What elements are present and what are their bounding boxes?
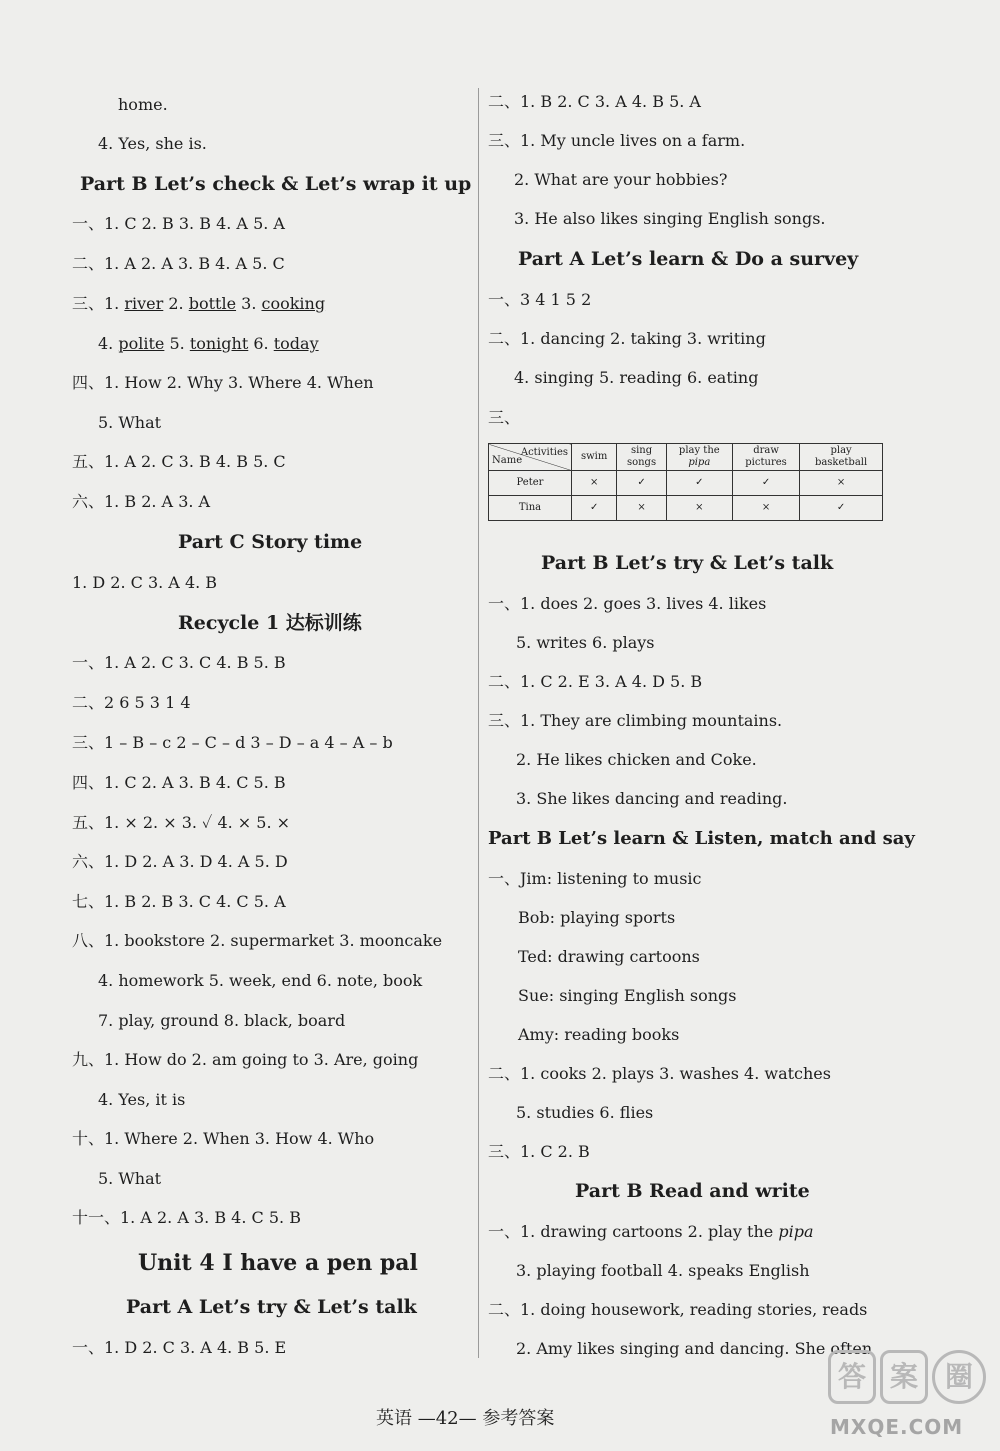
corner-cell: [489, 444, 572, 471]
answer-line: 5. studies 6. flies: [516, 1103, 654, 1122]
answer-line: 2. He likes chicken and Coke.: [516, 750, 757, 769]
answer-line: 5. writes 6. plays: [516, 633, 655, 652]
answer-line: 六、1. B 2. A 3. A: [72, 492, 211, 511]
answer-line: 4. singing 5. reading 6. eating: [514, 368, 759, 387]
section-heading: Part B Read and write: [575, 1180, 810, 1202]
prefix: 4.: [98, 334, 119, 353]
answer-line: 二、1. B 2. C 3. A 4. B 5. A: [488, 92, 701, 111]
row-name: Tina: [489, 496, 572, 521]
answer-line: 七、1. B 2. B 3. C 4. C 5. A: [72, 892, 286, 911]
table-cell: ✓: [617, 471, 666, 496]
answer-line: 三、1 – B – c 2 – C – d 3 – D – a 4 – A – b: [72, 733, 393, 752]
table-cell: ×: [732, 496, 799, 521]
table-header: play basketball: [800, 444, 883, 471]
answer-line: 五、1. A 2. C 3. B 4. B 5. C: [72, 452, 286, 471]
answer-line: 十、1. Where 2. When 3. How 4. Who: [72, 1129, 375, 1148]
underlined-word: cooking: [261, 294, 326, 313]
separator: 3.: [236, 294, 262, 313]
table-cell: ×: [800, 471, 883, 496]
answer-line: 5. What: [98, 1169, 162, 1188]
prefix: 三、1.: [72, 294, 125, 313]
answer-text: 一、1. drawing cartoons 2. play the: [488, 1222, 779, 1241]
answer-line: 六、1. D 2. A 3. D 4. A 5. D: [72, 852, 288, 871]
table-cell: ×: [572, 471, 617, 496]
watermark-text: MXQE.COM: [830, 1415, 964, 1439]
answer-line: 7. play, ground 8. black, board: [98, 1011, 346, 1030]
answer-line: [72, 294, 325, 314]
answer-line: Ted: drawing cartoons: [518, 947, 700, 966]
answer-line: 一、1. A 2. C 3. C 4. B 5. B: [72, 653, 286, 672]
answer-line: 4. homework 5. week, end 6. note, book: [98, 971, 423, 990]
watermark-char: 案: [880, 1350, 928, 1404]
table-cell: ×: [617, 496, 666, 521]
answer-line: Amy: reading books: [518, 1025, 680, 1044]
table-cell: ✓: [666, 471, 732, 496]
answer-line: 3. playing football 4. speaks English: [516, 1261, 810, 1280]
answer-line: [98, 334, 319, 354]
answer-line: 二、2 6 5 3 1 4: [72, 693, 191, 712]
row-name: Peter: [489, 471, 572, 496]
section-heading: Part B Let’s try & Let’s talk: [541, 552, 834, 574]
underlined-word: today: [273, 334, 319, 353]
answer-line: 二、1. dancing 2. taking 3. writing: [488, 329, 766, 348]
table-header: sing songs: [617, 444, 666, 471]
section-heading: Part B Let’s check & Let’s wrap it up: [80, 173, 472, 195]
answer-line: 3. She likes dancing and reading.: [516, 789, 788, 808]
answer-line: 四、1. How 2. Why 3. Where 4. When: [72, 373, 374, 392]
watermark-char: 答: [828, 1350, 876, 1404]
answer-line: 4. Yes, it is: [98, 1090, 186, 1109]
answer-line: 九、1. How do 2. am going to 3. Are, going: [72, 1050, 419, 1069]
table-row: [489, 471, 883, 496]
table-cell: ✓: [732, 471, 799, 496]
answer-line: 八、1. bookstore 2. supermarket 3. mooncake: [72, 931, 443, 950]
answer-line: 三、1. They are climbing mountains.: [488, 711, 783, 730]
section-heading: Part C Story time: [178, 531, 363, 553]
answer-line: Sue: singing English songs: [518, 986, 737, 1005]
answer-line: 1. D 2. C 3. A 4. B: [72, 573, 218, 592]
underlined-word: bottle: [188, 294, 237, 313]
answer-line: 3. He also likes singing English songs.: [514, 209, 826, 228]
watermark-logo: [820, 1345, 995, 1445]
answer-line: home.: [118, 95, 168, 114]
section-heading: Part B Let’s learn & Listen, match and say: [488, 828, 915, 849]
separator: 2.: [163, 294, 189, 313]
answer-line: 4. Yes, she is.: [98, 134, 207, 153]
answer-line: 一、1. does 2. goes 3. lives 4. likes: [488, 594, 767, 613]
answer-line: 一、1. D 2. C 3. A 4. B 5. E: [72, 1338, 287, 1357]
answer-line: 四、1. C 2. A 3. B 4. C 5. B: [72, 773, 286, 792]
corner-bottom-label: Name: [492, 455, 523, 466]
table-cell: ✓: [572, 496, 617, 521]
answer-line: 五、1. × 2. × 3. ✓ 4. × 5. ×: [72, 813, 291, 832]
underlined-word: river: [124, 294, 164, 313]
answer-line: 十一、1. A 2. A 3. B 4. C 5. B: [72, 1208, 301, 1227]
italic-word: pipa: [778, 1222, 814, 1241]
underlined-word: tonight: [189, 334, 249, 353]
answer-line: 5. What: [98, 413, 162, 432]
answer-line: 二、1. cooks 2. plays 3. washes 4. watches: [488, 1064, 831, 1083]
table-header: draw pictures: [732, 444, 799, 471]
column-divider: [478, 88, 479, 1358]
survey-table: [488, 443, 883, 521]
table-cell: ✓: [800, 496, 883, 521]
section-heading: Recycle 1 达标训练: [178, 612, 362, 634]
separator: 5.: [164, 334, 190, 353]
answer-line: 三、1. C 2. B: [488, 1142, 590, 1161]
answer-line: 一、Jim: listening to music: [488, 869, 702, 888]
answer-line: 二、1. C 2. E 3. A 4. D 5. B: [488, 672, 703, 691]
section-heading: Part A Let’s learn & Do a survey: [518, 248, 859, 270]
table-header-row: [489, 444, 883, 471]
corner-top-label: Activities: [520, 447, 568, 458]
table-header: play the pipa: [666, 444, 732, 471]
answer-line: [488, 1222, 813, 1242]
underlined-word: polite: [118, 334, 165, 353]
answer-line: 一、1. C 2. B 3. B 4. A 5. A: [72, 214, 285, 233]
unit-title: Unit 4 I have a pen pal: [138, 1250, 418, 1276]
answer-line: 二、1. A 2. A 3. B 4. A 5. C: [72, 254, 285, 273]
separator: 6.: [248, 334, 274, 353]
answer-line: 2. Amy likes singing and dancing. She often: [516, 1339, 873, 1358]
answer-line: Bob: playing sports: [518, 908, 676, 927]
table-row: [489, 496, 883, 521]
answer-line: 二、1. doing housework, reading stories, reads: [488, 1300, 868, 1319]
answer-line: 一、3 4 1 5 2: [488, 290, 592, 309]
page-footer: 英语 —42— 参考答案: [376, 1408, 555, 1429]
answer-line: 2. What are your hobbies?: [514, 170, 728, 189]
table-cell: ×: [666, 496, 732, 521]
section-heading: Part A Let’s try & Let’s talk: [126, 1296, 417, 1318]
answer-line: 三、: [488, 408, 521, 427]
watermark-char: 圈: [932, 1350, 986, 1404]
answer-line: 三、1. My uncle lives on a farm.: [488, 131, 746, 150]
table-header: swim: [572, 444, 617, 471]
